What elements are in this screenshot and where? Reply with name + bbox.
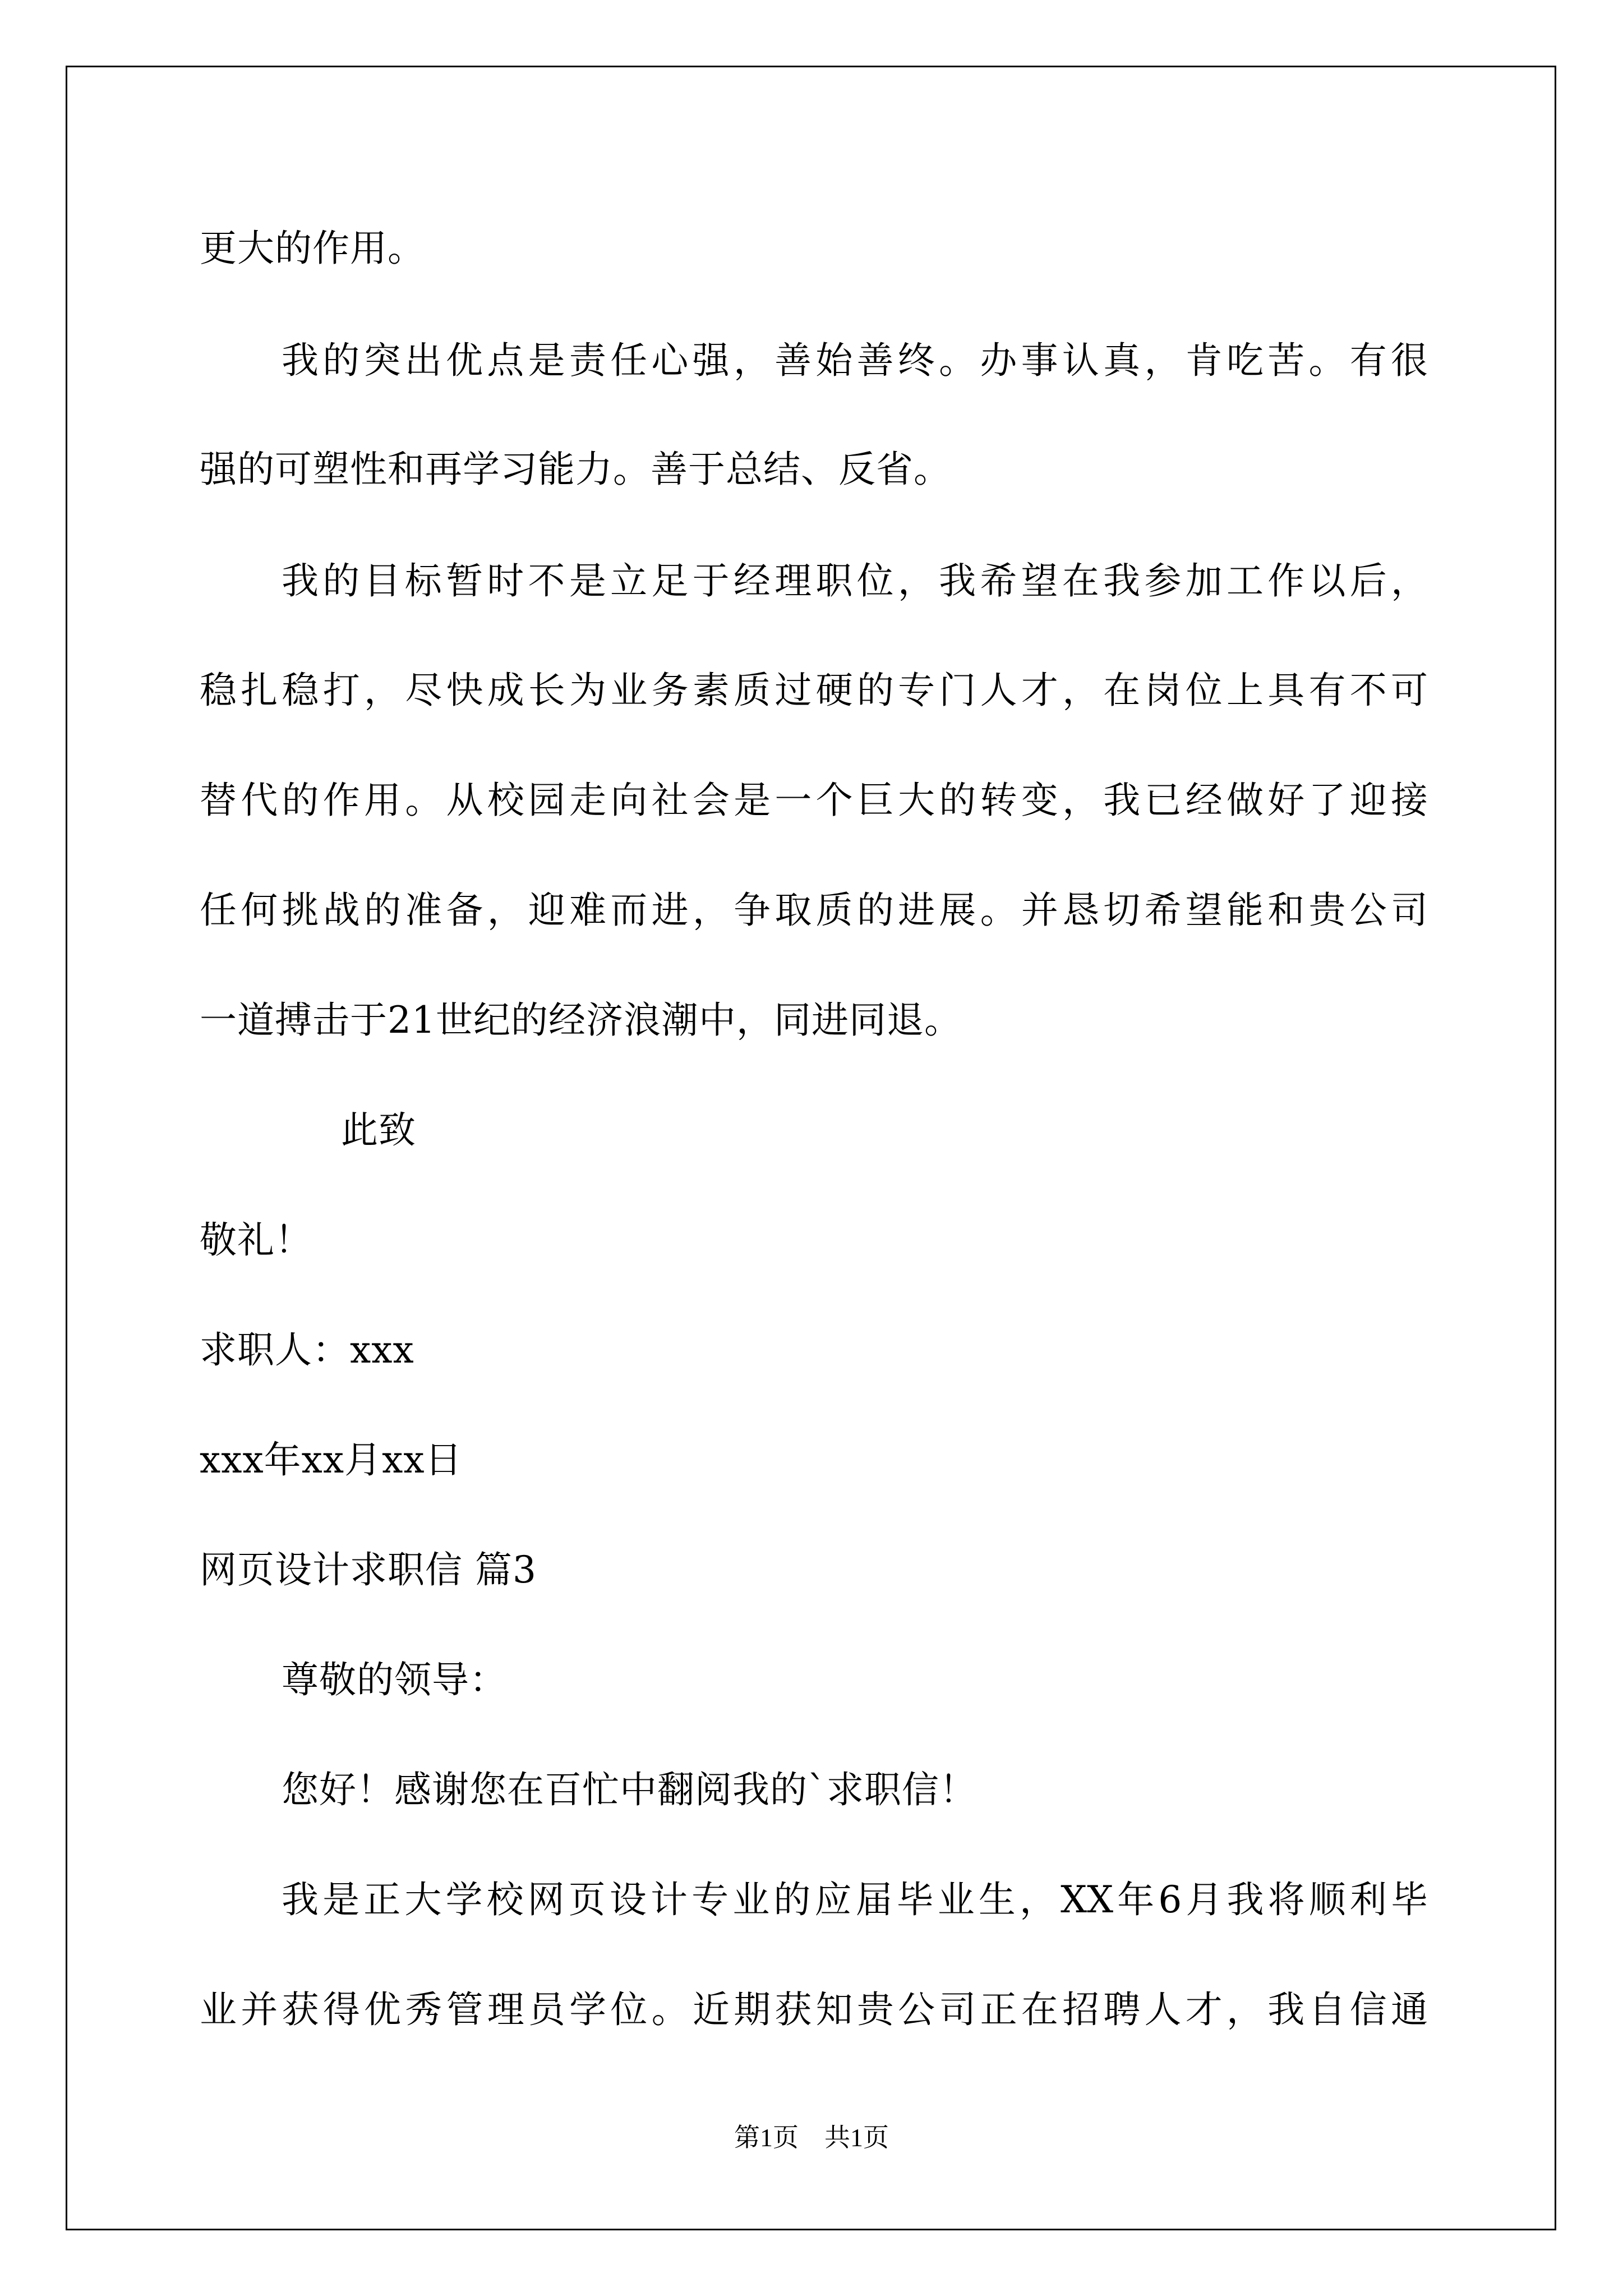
text-line: 强的可塑性和再学习能力。善于总结、反省。 [200, 448, 951, 491]
text-line: 我是正大学校网页设计专业的应届毕业生，XX年6月我将顺利毕 [282, 1878, 1428, 1921]
text-line: 更大的作用。 [200, 227, 425, 270]
page-number-footer: 第1页 共1页 [734, 2123, 889, 2152]
text-line: 我的目标暂时不是立足于经理职位，我希望在我参加工作以后， [282, 559, 1428, 602]
text-line: 我的突出优点是责任心强，善始善终。办事认真，肯吃苦。有很 [282, 339, 1428, 382]
letter-date: xxx年xx月xx日 [200, 1438, 463, 1481]
applicant-signature: 求职人：xxx [200, 1328, 414, 1372]
text-line: 一道搏击于21世纪的经济浪潮中，同进同退。 [200, 999, 962, 1042]
text-line: 业并获得优秀管理员学位。近期获知贵公司正在招聘人才，我自信通 [200, 1988, 1428, 2031]
text-line: 任何挑战的准备，迎难而进，争取质的进展。并恳切希望能和贵公司 [200, 889, 1428, 932]
text-line: 替代的作用。从校园走向社会是一个巨大的转变，我已经做好了迎接 [200, 779, 1428, 822]
text-line: 您好！感谢您在百忙中翻阅我的`求职信！ [282, 1768, 977, 1811]
section-heading: 网页设计求职信 篇3 [200, 1548, 537, 1591]
closing-salutation: 此致 [341, 1108, 416, 1152]
greeting: 尊敬的领导： [282, 1658, 507, 1701]
text-line: 稳扎稳打，尽快成长为业务素质过硬的专门人才，在岗位上具有不可 [200, 669, 1428, 712]
closing-regards: 敬礼！ [200, 1218, 312, 1262]
